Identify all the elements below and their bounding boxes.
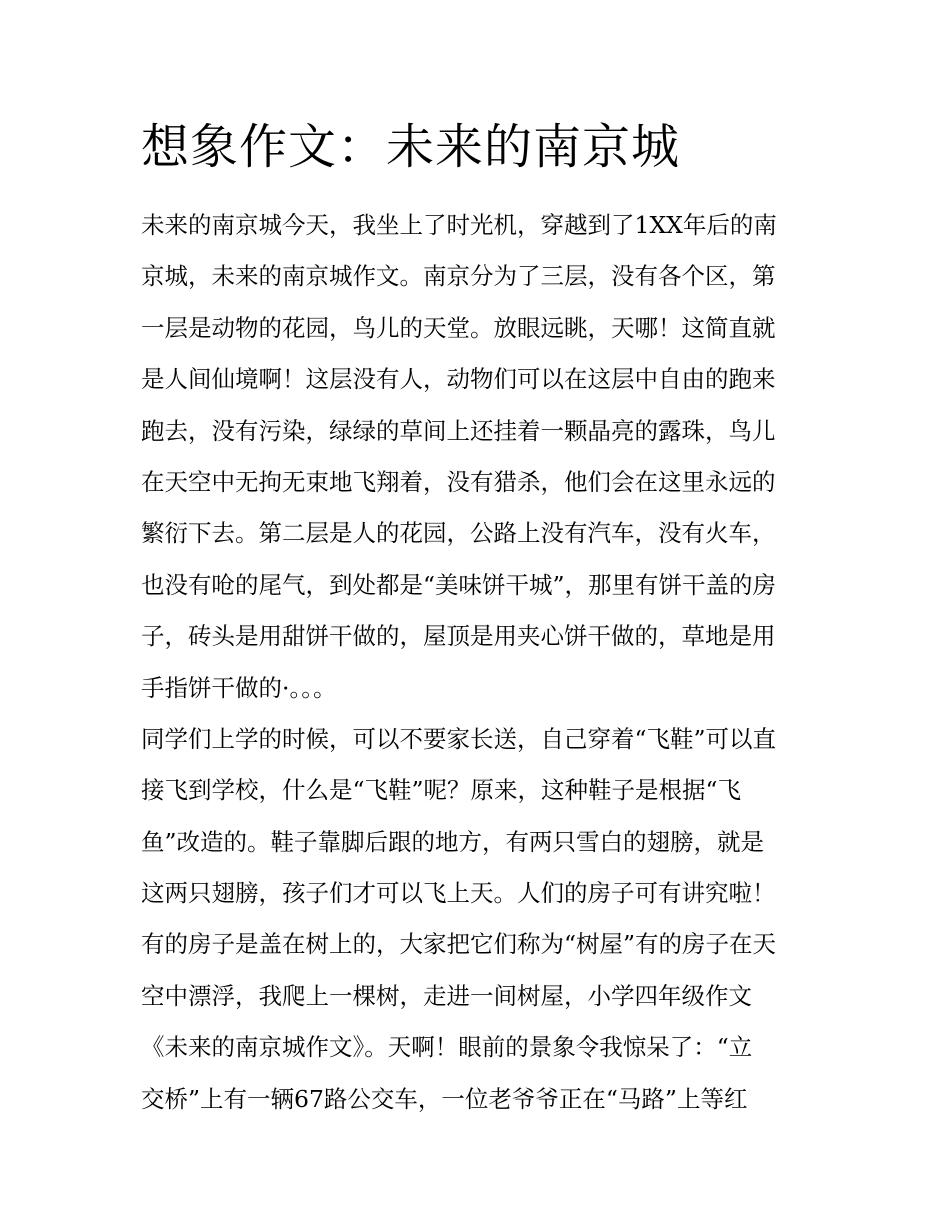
text-line: 《未来的南京城作文》。天啊！眼前的景象令我惊呆了：“立: [141, 1033, 753, 1062]
document-body: [141, 114, 816, 1125]
text-line: 这两只翅膀，孩子们才可以飞上天。人们的房子可有讲究啦！: [141, 879, 776, 908]
text-line: 空中漂浮，我爬上一棵树，走进一间树屋，小学四年级作文: [141, 981, 752, 1010]
text-line: 有的房子是盖在树上的，大家把它们称为“树屋”有的房子在天: [141, 930, 777, 959]
text-line: 京城，未来的南京城作文。南京分为了三层，没有各个区，第: [141, 262, 776, 291]
text-line: 交桥”上有一辆67路公交车，一位老爷爷正在“马路”上等红: [141, 1084, 748, 1113]
text-line: 手指饼干做的·。。。: [141, 673, 337, 702]
text-line: 接飞到学校，什么是“飞鞋”呢？原来，这种鞋子是根据“飞: [141, 776, 742, 805]
paragraph-2: [141, 714, 816, 1125]
text-line: 也没有呛的尾气，到处都是“美味饼干城”，那里有饼干盖的房: [141, 570, 777, 599]
text-line: 是人间仙境啊！这层没有人，动物们可以在这层中自由的跑来: [141, 365, 776, 394]
text-line: 在天空中无拘无束地飞翔着，没有猎杀，他们会在这里永远的: [141, 467, 776, 496]
text-line: 子，砖头是用甜饼干做的，屋顶是用夹心饼干做的，草地是用: [141, 622, 776, 651]
text-line: 跑去，没有污染，绿绿的草间上还挂着一颗晶亮的露珠，鸟儿: [141, 416, 776, 445]
text-line: 同学们上学的时候，可以不要家长送，自己穿着“飞鞋”可以直: [141, 724, 777, 753]
paragraph-1: [141, 200, 816, 714]
text-line: 鱼”改造的。鞋子靠脚后跟的地方，有两只雪白的翅膀，就是: [141, 827, 765, 856]
text-line: 繁衍下去。第二层是人的花园，公路上没有汽车，没有火车，: [141, 519, 776, 548]
text-line: 未来的南京城今天，我坐上了时光机，穿越到了1XX年后的南: [141, 211, 777, 239]
text-line: 一层是动物的花园，鸟儿的天堂。放眼远眺，天哪！这简直就: [141, 313, 776, 342]
document-title: 想象作文：未来的南京城: [141, 119, 681, 175]
